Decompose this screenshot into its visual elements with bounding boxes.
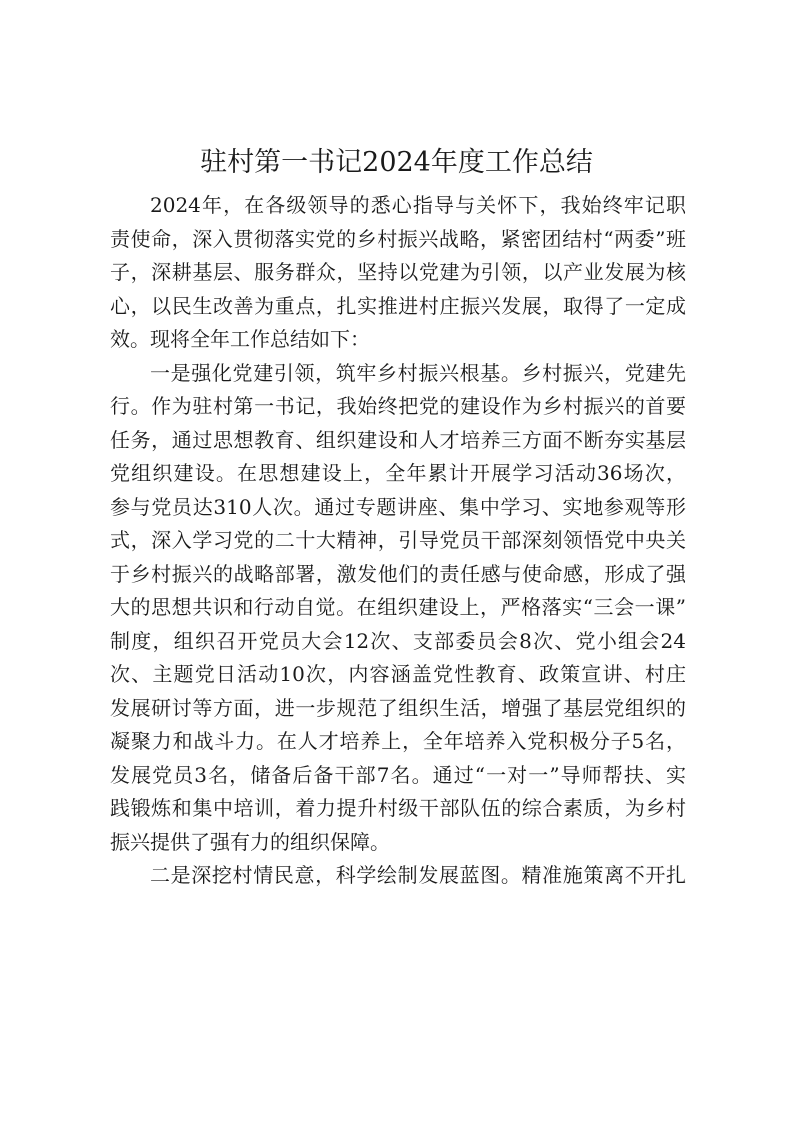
text-line: 2024年，在各级领导的悉心指导与关怀下，我始终牢记职 (150, 193, 686, 217)
document-body (110, 189, 686, 893)
text-line: 于乡村振兴的战略部署，激发他们的责任感与使命感，形成了强 (110, 561, 686, 586)
text-line: 二是深挖村情民意，科学绘制发展蓝图。精准施策离不开扎 (150, 863, 686, 887)
paragraph-village-survey (110, 859, 686, 893)
text-line: 制度，组织召开党员大会12次、支部委员会8次、党小组会24 (110, 628, 686, 653)
text-line: 子，深耕基层、服务群众，坚持以党建为引领，以产业发展为核 (110, 260, 686, 284)
text-line: 发展研讨等方面，进一步规范了组织生活，增强了基层党组织的 (110, 695, 686, 720)
text-line: 振兴提供了强有力的组织保障。 (110, 829, 390, 854)
text-line: 践锻炼和集中培训，着力提升村级干部队伍的综合素质，为乡村 (110, 796, 686, 820)
text-line: 凝聚力和战斗力。在人才培养上，全年培养入党积极分子5名， (110, 729, 686, 753)
text-line: 责使命，深入贯彻落实党的乡村振兴战略，紧密团结村“两委”班 (110, 226, 686, 251)
text-line: 任务，通过思想教育、组织建设和人才培养三方面不断夯实基层 (110, 427, 686, 452)
text-line: 式，深入学习党的二十大精神，引导党员干部深刻领悟党中央关 (110, 528, 686, 552)
paragraph-party-building (110, 357, 686, 860)
text-line: 次、主题党日活动10次，内容涵盖党性教育、政策宣讲、村庄 (110, 662, 686, 686)
text-line: 党组织建设。在思想建设上，全年累计开展学习活动36场次， (110, 461, 686, 485)
text-line: 大的思想共识和行动自觉。在组织建设上，严格落实“三会一课” (110, 595, 686, 619)
text-line: 一是强化党建引领，筑牢乡村振兴根基。乡村振兴，党建先 (150, 360, 686, 385)
text-line: 心，以民生改善为重点，扎实推进村庄振兴发展，取得了一定成 (110, 293, 686, 318)
text-line: 参与党员达310人次。通过专题讲座、集中学习、实地参观等形 (110, 494, 686, 519)
text-line: 效。现将全年工作总结如下： (110, 327, 370, 351)
paragraph-intro (110, 189, 686, 357)
text-line: 发展党员3名，储备后备干部7名。通过“一对一”导师帮扶、实 (110, 762, 686, 787)
text-line: 行。作为驻村第一书记，我始终把党的建设作为乡村振兴的首要 (110, 394, 686, 418)
document-title: 驻村第一书记2024年度工作总结 (200, 147, 593, 178)
